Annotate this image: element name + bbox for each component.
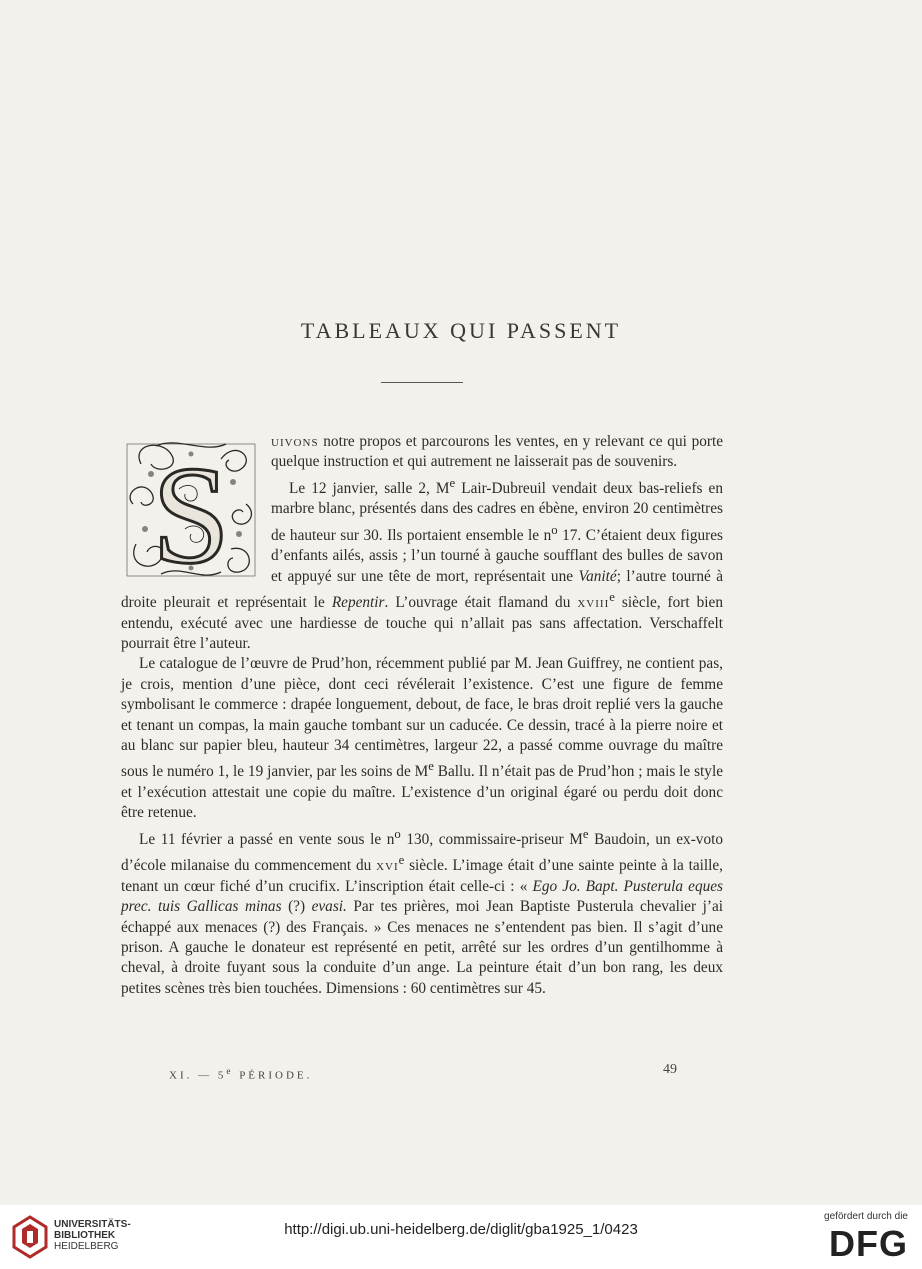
superscript: e (398, 853, 405, 868)
paragraph-2-text-b: Lair-Dubreuil vendait deux bas-reliefs en marbre blanc, présentés dans des cadres en ébène, environ 20 centimètres de hauteur sur 30. Ils portaient ensemble le n (271, 479, 723, 544)
ornamental-dropcap-s (121, 434, 261, 584)
title-divider (381, 382, 463, 383)
superscript: e (609, 590, 615, 605)
lead-smallcaps: uivons (271, 433, 319, 450)
paragraph-4-text-d: siècle. L’image était d’une sainte peinte à la taille, tenant un cœur fiché d’un crucifix. L’inscription était celle-ci : « (121, 857, 723, 895)
digitization-footer-bar (0, 1205, 922, 1269)
paragraph-4 (121, 824, 723, 999)
italic-vanite: Vanité (578, 567, 617, 585)
superscript: e (428, 759, 434, 774)
italic-repentir: Repentir (331, 594, 385, 612)
paragraph-2-text-d: ; l’autre tourné à droite pleurait et représentait le (121, 567, 723, 612)
volume-label-a: XI. — 5 (169, 1069, 227, 1082)
article-body (121, 432, 723, 999)
library-name-line1: UNIVERSITÄTS- (54, 1219, 131, 1230)
paragraph-2-text-f: siècle, fort bien entendu, exécuté avec une hardiesse de touche qui n’allait pas sans affectation. Verschaffelt pourrait être l’auteur. (121, 594, 723, 652)
superscript: e (582, 826, 589, 841)
paragraph-3 (121, 654, 723, 823)
paragraph-4-text-a: Le 11 février a passé en vente sous le n (139, 830, 395, 848)
library-name-line2: BIBLIOTHEK (54, 1230, 116, 1241)
paragraph-1-text: notre propos et parcourons les ventes, en y relevant ce qui porte quelque instruction et qui autrement ne laisserait pas de souvenirs. (271, 433, 723, 471)
dfg-logo[interactable]: DFG (829, 1223, 908, 1264)
century-numeral: xvi (376, 857, 399, 875)
italic-latin-inscription: Ego Jo. Bapt. Pusterula eques prec. tuis Gallicas minas (121, 877, 723, 916)
superscript: e (449, 475, 456, 490)
paragraph-2-text-a: Le 12 janvier, salle 2, M (289, 479, 450, 497)
superscript: e (226, 1066, 234, 1076)
paragraph-2-text-c: 17. C’étaient deux figures d’enfants ailés, assis ; l’un tourné à gauche soufflant des bulles de savon et appuyé sur une tête de mort, représentait une (271, 526, 723, 585)
paragraph-3-text-b: Ballu. Il n’était pas de Prud’hon ; mais le style et l’exécution attestait une copie du maître. L’existence d’un original égaré ou perdu doit donc être retenue. (121, 763, 723, 822)
svg-text:S: S (152, 438, 230, 584)
paragraph-3-text-a: Le catalogue de l’œuvre de Prud’hon, récemment publié par M. Jean Guiffrey, ne contient pas, je crois, mention d’une pièce, dont ceci révélerait l’existence. C’est une figure de femme symbolisant le commerce : drapée longuement, debout, de face, le bras droit replié vers la gauche et tenant un compas, la main gauche tombant sur un caducée. Ce dessin, tracé à la pierre noire et au blanc sur papier bleu, hauteur 34 centimètres, largeur 22, a passé comme ouvrage du maître sous le numéro 1, le 19 janvier, par les soins de M (121, 655, 723, 781)
paragraph-4-text-e: (?) (281, 898, 312, 916)
page-title: TABLEAUX QUI PASSENT (300, 318, 622, 343)
page-number: 49 (663, 1062, 677, 1077)
paragraph-2-text-e: . L’ouvrage était flamand du (384, 594, 578, 612)
paragraph-4-text-f: Par tes prières, moi Jean Baptiste Pusterula chevalier j’ai échappé aux menaces (?) des Français. » Ces menaces ne s’entendent pas bien. Il s’agit d’une prison. A gauche le donateur est représenté en petit, arrêté sur les ordres d’un gentilhomme à cheval, à droite fuyant sous la conduite d’un ange. La peinture était d’un bon rang, les deux petites scènes très bien touchées. Dimensions : 60 centimètres sur 45. (121, 898, 723, 997)
page-footer (121, 1062, 723, 1082)
volume-label-b: PÉRIODE. (233, 1069, 313, 1082)
funding-note: gefördert durch die (824, 1211, 908, 1222)
library-name-line3: HEIDELBERG (54, 1241, 119, 1252)
ornament-icon (121, 434, 261, 584)
superscript: o (551, 522, 558, 537)
italic-evasi: evasi. (311, 898, 347, 916)
permalink-url[interactable]: http://digi.ub.uni-heidelberg.de/diglit/gba1925_1/0423 (284, 1221, 638, 1238)
paragraph-4-text-b: 130, commissaire-priseur M (400, 830, 583, 848)
superscript: o (394, 826, 401, 841)
century-numeral: xviii (577, 594, 610, 612)
paragraph-4-text-c: Baudoin, un ex-voto d’école milanaise du commencement du (121, 830, 723, 875)
volume-label (169, 1066, 312, 1082)
